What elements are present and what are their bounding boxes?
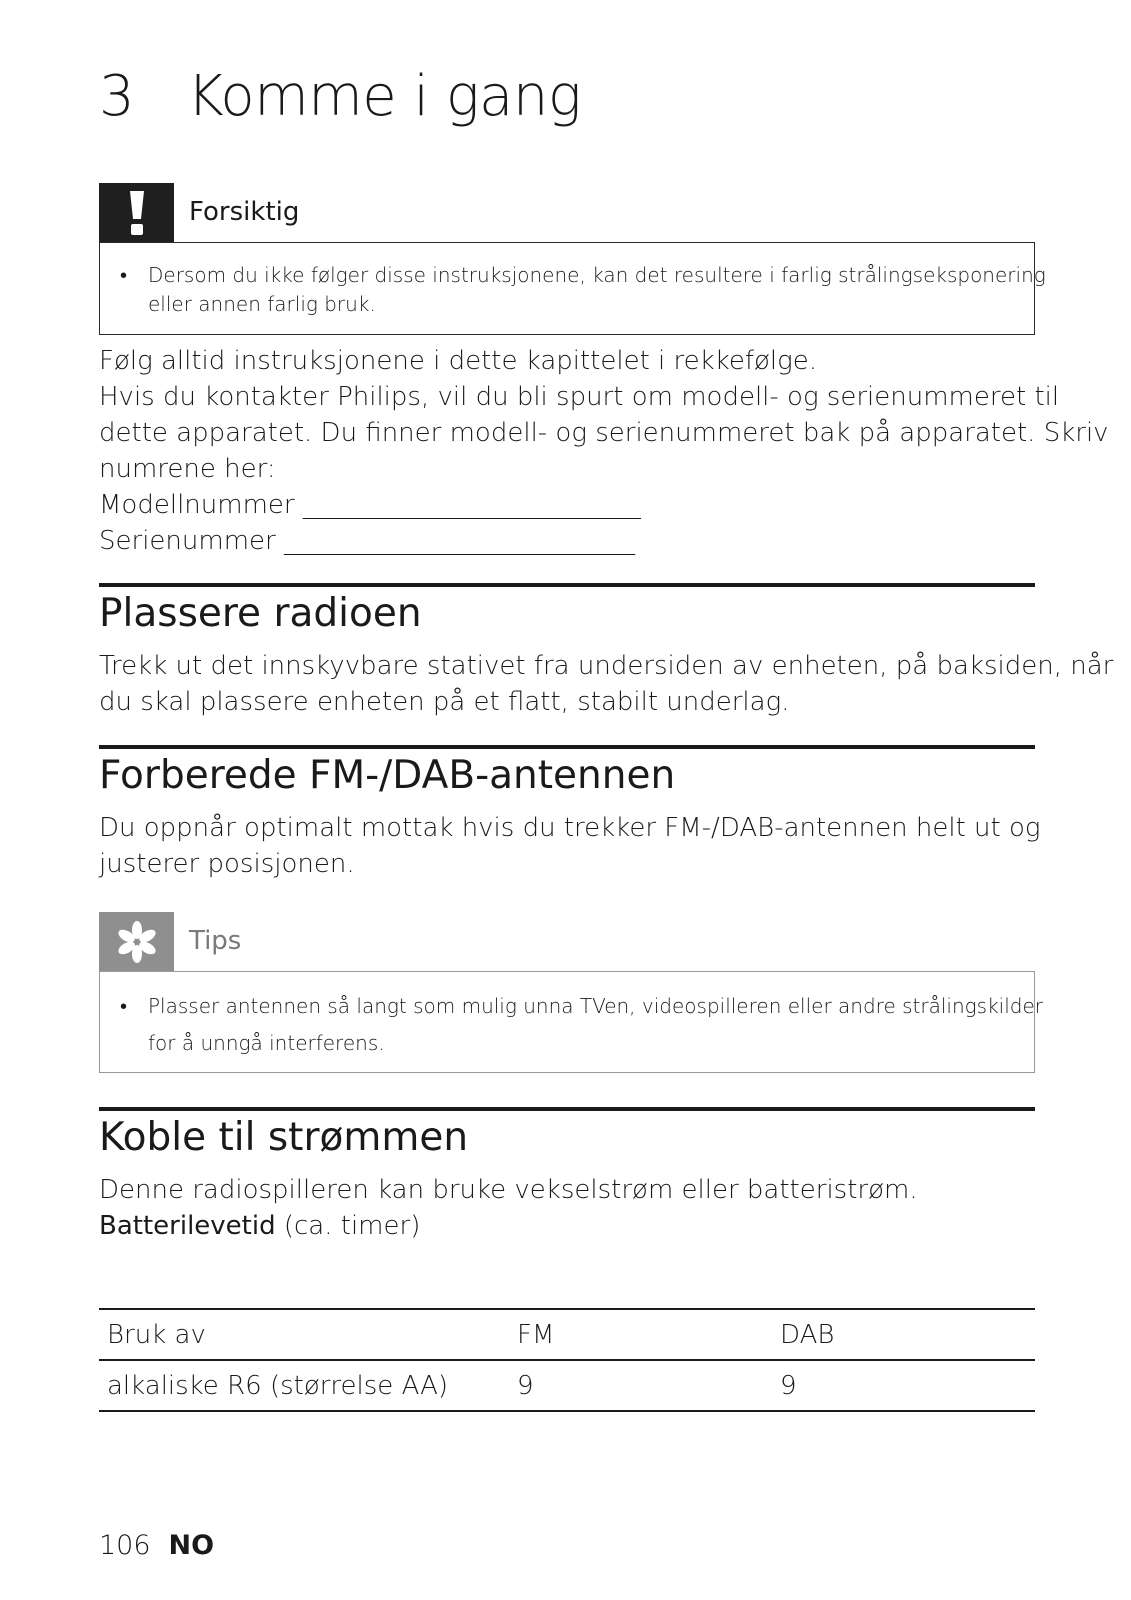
table-header-cell: FM bbox=[509, 1309, 772, 1360]
chapter-title bbox=[99, 64, 581, 129]
caution-item-line: eller annen farlig bruk. bbox=[148, 292, 376, 316]
section-line: Trekk ut det innskyvbare stativet fra undersiden av enheten, på baksiden, når bbox=[99, 651, 1114, 681]
intro-line: numrene her: bbox=[99, 454, 276, 484]
bullet: • bbox=[120, 263, 128, 287]
tips-asterisk-icon bbox=[99, 912, 174, 972]
model-number-line: Modellnummer __________________________ bbox=[99, 490, 641, 520]
tips-title: Tips bbox=[189, 926, 242, 956]
section-body bbox=[99, 810, 1041, 882]
table-header-row bbox=[99, 1309, 1035, 1360]
intro-line: Hvis du kontakter Philips, vil du bli spurt om modell- og serienummeret til bbox=[99, 382, 1060, 412]
section-rule bbox=[99, 745, 1035, 749]
section-heading: Plassere radioen bbox=[99, 591, 422, 636]
battery-table bbox=[99, 1308, 1035, 1412]
intro-line: dette apparatet. Du finner modell- og serienummeret bak på apparatet. Skriv bbox=[99, 418, 1109, 448]
section-body bbox=[99, 1172, 1035, 1244]
section-heading: Forberede FM-/DAB-antennen bbox=[99, 753, 676, 798]
intro-line: Følg alltid instruksjonene i dette kapittelet i rekkefølge. bbox=[99, 346, 817, 376]
intro-paragraph bbox=[99, 343, 1109, 559]
tips-item-line: for å unngå interferens. bbox=[148, 1031, 385, 1055]
section-line: Denne radiospilleren kan bruke vekselstrøm eller batteristrøm. bbox=[99, 1175, 918, 1205]
section-line: Du oppnår optimalt mottak hvis du trekker FM-/DAB-antennen helt ut og bbox=[99, 813, 1041, 843]
page-footer bbox=[99, 1530, 214, 1561]
chapter-number: 3 bbox=[99, 64, 135, 129]
section-line: justerer posisjonen. bbox=[99, 849, 355, 879]
table-header-cell: DAB bbox=[772, 1309, 1035, 1360]
chapter-title-text: Komme i gang bbox=[187, 64, 581, 129]
serial-number-line: Serienummer ___________________________ bbox=[99, 526, 635, 556]
section-body bbox=[99, 648, 1114, 720]
battery-life-label bbox=[99, 1208, 1035, 1244]
bullet: • bbox=[120, 994, 128, 1018]
caution-item bbox=[100, 261, 1046, 319]
table-cell: 9 bbox=[509, 1360, 772, 1411]
table-cell: 9 bbox=[772, 1360, 1035, 1411]
table-header-cell: Bruk av bbox=[99, 1309, 509, 1360]
battery-life-label-bold: Batterilevetid bbox=[99, 1211, 276, 1241]
caution-header bbox=[99, 183, 1035, 243]
language-code: NO bbox=[168, 1530, 215, 1561]
section-line: du skal plassere enheten på et flatt, stabilt underlag. bbox=[99, 687, 790, 717]
tips-header bbox=[99, 912, 1035, 972]
tips-box bbox=[99, 971, 1043, 1073]
caution-item-line: Dersom du ikke følger disse instruksjonene, kan det resultere i farlig strålingseksponering bbox=[148, 263, 1046, 287]
table-cell: alkaliske R6 (størrelse AA) bbox=[99, 1360, 509, 1411]
exclamation-icon bbox=[99, 183, 174, 243]
tips-item bbox=[100, 988, 1043, 1062]
page-number: 106 bbox=[99, 1530, 151, 1561]
section-rule bbox=[99, 583, 1035, 587]
caution-title: Forsiktig bbox=[189, 197, 300, 227]
tips-item-line: Plasser antennen så langt som mulig unna TVen, videospilleren eller andre strålingskilder bbox=[148, 994, 1043, 1018]
section-rule bbox=[99, 1107, 1035, 1111]
caution-box bbox=[99, 242, 1046, 335]
battery-life-label-unit: (ca. timer) bbox=[275, 1211, 421, 1241]
section-heading: Koble til strømmen bbox=[99, 1115, 469, 1160]
table-row bbox=[99, 1360, 1035, 1411]
